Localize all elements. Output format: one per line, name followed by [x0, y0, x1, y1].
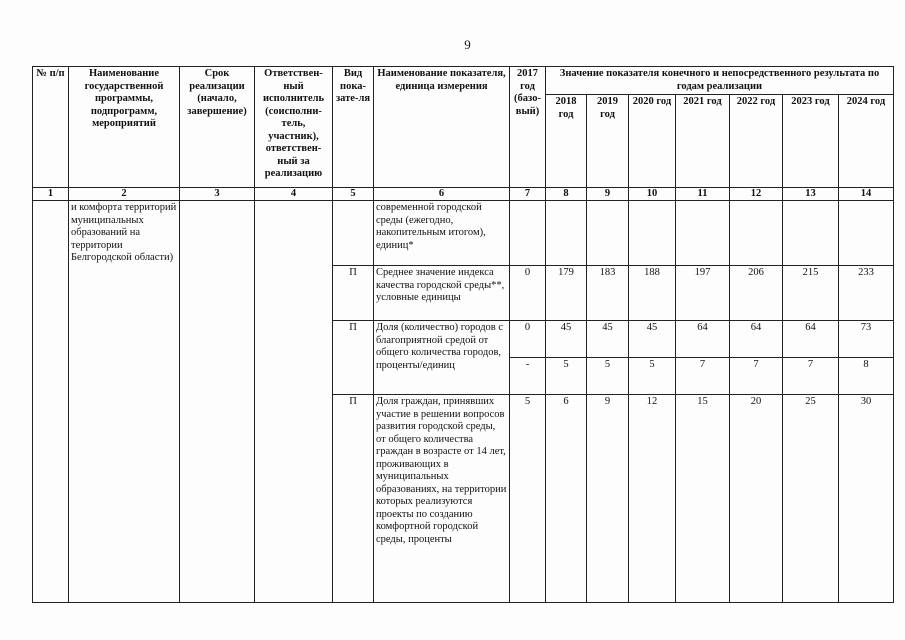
column-number: 5	[333, 188, 374, 201]
header-year: 2020 год	[629, 95, 676, 188]
indicator-type-cell	[333, 201, 374, 266]
indicator-type-cell: П	[333, 266, 374, 321]
value-cell: -	[510, 358, 546, 395]
header-indicator-name: Наименование показателя, единица измерения	[374, 67, 510, 188]
value-cell: 20	[730, 395, 783, 603]
column-number: 2	[69, 188, 180, 201]
value-cell: 188	[629, 266, 676, 321]
value-cell: 25	[783, 395, 839, 603]
value-cell	[676, 201, 730, 266]
table-row	[33, 201, 894, 266]
header-year: 2018 год	[546, 95, 587, 188]
column-number: 10	[629, 188, 676, 201]
value-cell: 0	[510, 266, 546, 321]
value-cell: 8	[839, 358, 894, 395]
header-indicator-type: Вид пока-зате-ля	[333, 67, 374, 188]
header-responsible: Ответствен-ный исполнитель (соисполни-тель, участник), ответствен-ный за реализацию	[255, 67, 333, 188]
value-cell	[730, 201, 783, 266]
value-cell: 206	[730, 266, 783, 321]
value-cell: 197	[676, 266, 730, 321]
column-number: 14	[839, 188, 894, 201]
header-period: Срок реализации (начало, завершение)	[180, 67, 255, 188]
column-number: 1	[33, 188, 69, 201]
indicators-table	[32, 66, 894, 603]
row-number-cell	[33, 201, 69, 603]
column-number: 11	[676, 188, 730, 201]
page-number: 9	[464, 37, 471, 52]
value-cell: 64	[676, 321, 730, 358]
period-cell	[180, 201, 255, 603]
value-cell: 5	[587, 358, 629, 395]
column-number: 8	[546, 188, 587, 201]
value-cell	[546, 201, 587, 266]
value-cell	[629, 201, 676, 266]
header-year: 2022 год	[730, 95, 783, 188]
value-cell: 233	[839, 266, 894, 321]
indicator-name-cell: современной городской среды (ежегодно, накопительным итогом), единиц*	[374, 201, 510, 266]
header-values-group: Значение показателя конечного и непосредственного результата по годам реализации	[546, 67, 894, 95]
indicator-name-cell: Среднее значение индекса качества городской среды**, условные единицы	[374, 266, 510, 321]
value-cell	[783, 201, 839, 266]
header-year: 2021 год	[676, 95, 730, 188]
indicator-type-cell: П	[333, 395, 374, 603]
value-cell: 0	[510, 321, 546, 358]
value-cell: 5	[546, 358, 587, 395]
header-number: № п/п	[33, 67, 69, 188]
value-cell: 64	[783, 321, 839, 358]
value-cell	[839, 201, 894, 266]
value-cell: 9	[587, 395, 629, 603]
table-header-row	[33, 67, 894, 95]
value-cell: 7	[730, 358, 783, 395]
value-cell: 6	[546, 395, 587, 603]
column-number: 7	[510, 188, 546, 201]
indicator-name-cell: Доля граждан, принявших участие в решении вопросов развития городской среды, от общего количества граждан в возрасте от 14 лет, проживающих в муниципальных образованиях, на территории которых реализуются проекты по созданию комфортной городской среды, проценты	[374, 395, 510, 603]
header-base-year: 2017 год (базо-вый)	[510, 67, 546, 188]
header-year: 2024 год	[839, 95, 894, 188]
value-cell: 12	[629, 395, 676, 603]
responsible-cell	[255, 201, 333, 603]
value-cell: 64	[730, 321, 783, 358]
column-number: 9	[587, 188, 629, 201]
value-cell: 179	[546, 266, 587, 321]
column-numbers-row	[33, 188, 894, 201]
header-year: 2019 год	[587, 95, 629, 188]
value-cell: 15	[676, 395, 730, 603]
indicator-type-cell: П	[333, 321, 374, 395]
value-cell: 7	[676, 358, 730, 395]
indicator-name-cell: Доля (количество) городов с благоприятной средой от общего количества городов, проценты/единиц	[374, 321, 510, 395]
value-cell: 5	[629, 358, 676, 395]
value-cell: 183	[587, 266, 629, 321]
header-program: Наименование государственной программы, подпрограмм, мероприятий	[69, 67, 180, 188]
value-cell: 5	[510, 395, 546, 603]
column-number: 4	[255, 188, 333, 201]
value-cell: 30	[839, 395, 894, 603]
header-year: 2023 год	[783, 95, 839, 188]
program-name-cell: и комфорта территорий муниципальных образований на территории Белгородской области)	[69, 201, 180, 603]
value-cell: 45	[587, 321, 629, 358]
column-number: 12	[730, 188, 783, 201]
value-cell: 73	[839, 321, 894, 358]
value-cell	[587, 201, 629, 266]
column-number: 6	[374, 188, 510, 201]
value-cell: 215	[783, 266, 839, 321]
value-cell	[510, 201, 546, 266]
column-number: 3	[180, 188, 255, 201]
value-cell: 45	[546, 321, 587, 358]
column-number: 13	[783, 188, 839, 201]
value-cell: 45	[629, 321, 676, 358]
value-cell: 7	[783, 358, 839, 395]
